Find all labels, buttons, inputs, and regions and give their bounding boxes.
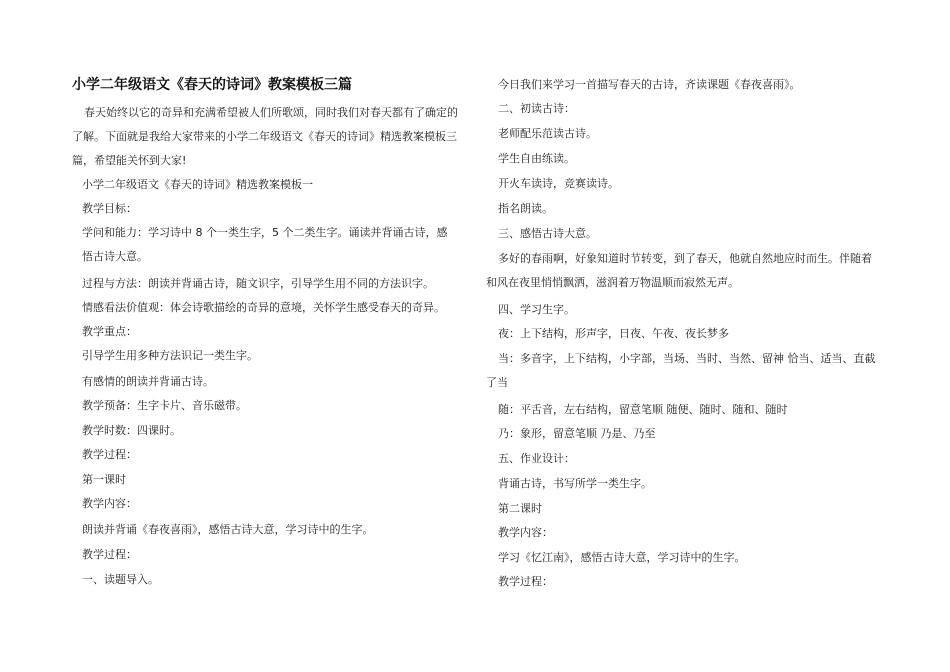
paragraph: 五、作业设计： (498, 452, 575, 465)
paragraph: 一、读题导入。 (82, 573, 159, 586)
paragraph: 情感看法价值观：体会诗歌描绘的奇异的意境，关怀学生感受春天的奇异。 (82, 301, 445, 314)
paragraph: 二、初读古诗： (498, 102, 575, 115)
paragraph: 教学过程： (82, 448, 137, 461)
intro-paragraph: 春天始终以它的奇异和充满希望被人们所歌颂，同时我们对春天都有了确定的了解。下面就是我给大家带来的小学二年级语文《春天的诗词》精选教案模板三篇，希望能关怀到大家! (72, 106, 458, 167)
paragraph: 第一课时 (82, 473, 126, 486)
paragraph: 老师配乐范读古诗。 (498, 127, 597, 140)
paragraph: 引导学生用多种方法识记一类生字。 (82, 349, 258, 362)
paragraph: 教学重点： (82, 325, 137, 338)
paragraph: 三、感悟古诗大意。 (498, 227, 597, 240)
paragraph: 第二课时 (498, 502, 542, 515)
paragraph: 教学内容： (82, 497, 137, 510)
paragraph: 教学目标： (82, 202, 137, 215)
paragraph: 过程与方法：朗读并背诵古诗，随文识字，引导学生用不同的方法识字。 (82, 277, 434, 290)
paragraph: 教学内容： (498, 526, 553, 539)
paragraph: 学问和能力：学习诗中 8 个一类生字，5 个二类生字。诵读并背诵古诗，感悟古诗大意。 (82, 226, 448, 263)
paragraph: 乃：象形，留意笔顺 乃是、乃至 (498, 427, 656, 440)
paragraph: 学生自由练读。 (498, 152, 575, 165)
paragraph: 当：多音字，上下结构，小字部，当场、当时、当然、留神 恰当、适当、直截了当 (486, 352, 876, 389)
paragraph: 随：平舌音，左右结构，留意笔顺 随便、随时、随和、随时 (498, 403, 788, 416)
paragraph: 夜：上下结构，形声字，日夜、午夜、夜长梦多 (498, 327, 729, 340)
paragraph: 教学过程： (498, 575, 553, 588)
section-heading: 小学二年级语文《春天的诗词》精选教案模板一 (82, 178, 313, 191)
paragraph: 多好的春雨啊，好象知道时节转变，到了春天，他就自然地应时而生。伴随着和风在夜里悄悄飘洒，滋润着万物温顺而寂然无声。 (486, 252, 872, 289)
paragraph: 教学预备：生字卡片、音乐磁带。 (82, 399, 247, 412)
paragraph: 开火车读诗，竞赛读诗。 (498, 177, 619, 190)
paragraph: 今日我们来学习一首描写春天的古诗，齐读课题《春夜喜雨》。 (498, 78, 801, 91)
paragraph: 教学时数：四课时。 (82, 424, 181, 437)
paragraph: 有感情的朗读并背诵古诗。 (82, 375, 214, 388)
paragraph: 背诵古诗，书写所学一类生字。 (498, 477, 652, 490)
paragraph: 指名朗读。 (498, 202, 553, 215)
paragraph: 学习《忆江南》，感悟古诗大意，学习诗中的生字。 (498, 551, 746, 564)
paragraph: 四、学习生字。 (498, 303, 575, 316)
paragraph: 朗读并背诵《春夜喜雨》，感悟古诗大意，学习诗中的生字。 (82, 523, 374, 536)
paragraph: 教学过程： (82, 548, 137, 561)
document-title: 小学二年级语文《春天的诗词》教案模板三篇 (72, 77, 352, 93)
